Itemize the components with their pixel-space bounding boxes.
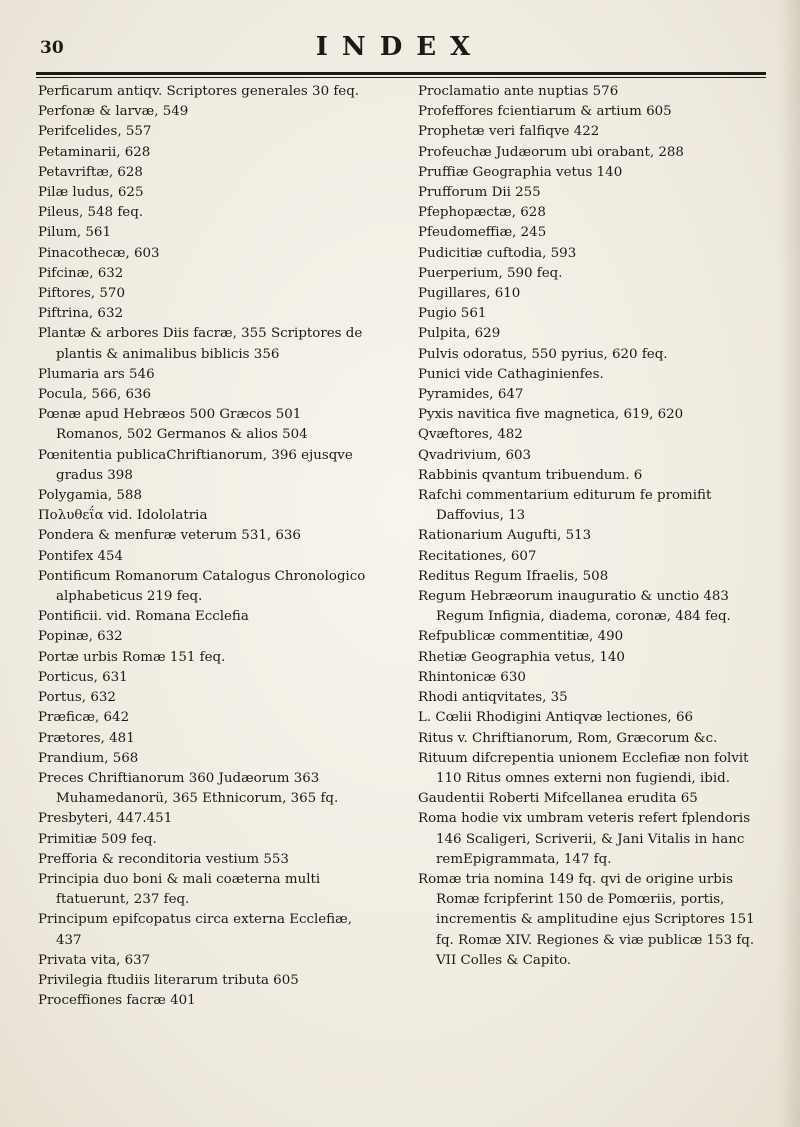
index-entry: Prefforia & reconditoria vestium 553 — [38, 851, 289, 867]
index-entry: Pocula, 566, 636 — [38, 387, 152, 403]
index-entry: Popinæ, 632 — [38, 629, 123, 645]
index-entry: Pinacothecæ, 603 — [38, 245, 160, 261]
index-entry: Roma hodie vix umbram veteris refert fplendoris 146 Scaligeri, Scriverii, & Jani Vitalis in hanc remEpigrammata, 147 fq. — [418, 811, 751, 867]
index-entry: Pontifex 454 — [38, 548, 124, 564]
index-entry: Pruffiæ Geographia vetus 140 — [418, 164, 623, 180]
index-entry: Prandium, 568 — [38, 750, 139, 766]
index-entry: Proclamatio ante nuptias 576 — [418, 84, 619, 99]
index-entry: Præficæ, 642 — [38, 710, 130, 726]
index-entry: Plantæ & arbores Diis facræ, 355 Scriptores de plantis & animalibus biblicis 356 — [38, 326, 363, 362]
header-rule-thin — [36, 77, 766, 78]
index-entry: Petavriftæ, 628 — [38, 164, 143, 180]
index-entry: Pœnitentia publicaChriftianorum, 396 ejusqve gradus 398 — [38, 447, 353, 483]
index-entry: Rationarium Augufti, 513 — [418, 528, 592, 544]
index-entry: Refpublicæ commentitiæ, 490 — [418, 629, 624, 645]
index-entry: Rhodi antiqvitates, 35 — [418, 690, 568, 706]
index-entry: Πολυθεΐα vid. Idololatria — [38, 508, 208, 524]
index-entry: Rabbinis qvantum tribuendum. 6 — [418, 467, 643, 483]
index-entry: Polygamia, 588 — [38, 488, 142, 504]
index-entry: Proceffiones facræ 401 — [38, 993, 196, 1009]
index-entry: Petaminarii, 628 — [38, 144, 151, 160]
index-entry: Profeuchæ Judæorum ubi orabant, 288 — [418, 144, 684, 160]
page-header — [30, 32, 770, 72]
index-entry: Pyramides, 647 — [418, 387, 524, 403]
index-entry: Preces Chriftianorum 360 Judæorum 363 Muhamedanorü, 365 Ethnicorum, 365 fq. — [38, 770, 339, 807]
index-entry: Pugillares, 610 — [418, 286, 521, 302]
index-entry: Rafchi commentarium editurum fe promifit Daffovius, 13 — [418, 488, 712, 524]
index-entry: Pugio 561 — [418, 306, 487, 322]
index-entry: Portus, 632 — [38, 690, 116, 706]
index-entry: Gaudentii Roberti Mifcellanea erudita 65 — [418, 791, 698, 807]
index-entry: Perifcelides, 557 — [38, 124, 152, 140]
index-entry: Pulvis odoratus, 550 pyrius, 620 feq. — [418, 346, 668, 362]
index-entry: Prophetæ veri falfiqve 422 — [418, 124, 600, 140]
index-entry: Piftrina, 632 — [38, 306, 123, 322]
index-entry: Pœnæ apud Hebræos 500 Græcos 501 Romanos, 502 Germanos & alios 504 — [38, 407, 308, 443]
header-rule — [36, 72, 766, 75]
index-entry: Regum Hebræorum inauguratio & unctio 483 Regum Infignia, diadema, coronæ, 484 feq. — [418, 589, 731, 625]
index-entry: Prætores, 481 — [38, 730, 135, 746]
index-entry: Pilæ ludus, 625 — [38, 185, 144, 201]
index-entry: Pileus, 548 feq. — [38, 205, 144, 221]
index-entry: Profeffores fcientiarum & artium 605 — [418, 104, 672, 120]
index-entry: L. Cœlii Rhodigini Antiqvæ lectiones, 66 — [418, 710, 693, 726]
index-entry: Pifcinæ, 632 — [38, 265, 124, 281]
index-entry: Pontificum Romanorum Catalogus Chronologico alphabeticus 219 feq. — [38, 568, 366, 605]
index-entry: Presbyteri, 447.451 — [38, 811, 173, 827]
index-entry: Pontificii. vid. Romana Ecclefia — [38, 609, 249, 625]
index-entry: Pyxis navitica five magnetica, 619, 620 — [418, 407, 684, 423]
index-entry: Qvæftores, 482 — [418, 427, 523, 443]
index-entry: Pilum, 561 — [38, 225, 111, 241]
index-entry: Principum epifcopatus circa externa Ecclefiæ, 437 — [38, 912, 352, 948]
index-entry: Primitiæ 509 feq. — [38, 831, 157, 847]
index-entry: Pfephopæctæ, 628 — [418, 205, 546, 221]
index-entry: Privata vita, 637 — [38, 952, 151, 968]
index-entry: Prufforum Dii 255 — [418, 185, 541, 201]
index-entry: Qvadrivium, 603 — [418, 447, 532, 463]
index-entry: Romæ tria nomina 149 fq. qvi de origine urbis Romæ fcripferint 150 de Pomœriis, portis, incrementis & amplitudine ejus Scriptores 151 fq. Romæ XIV. Regiones & viæ publicæ 153 fq. VII Colles & Capito. — [418, 871, 755, 968]
index-entry: Perficarum antiqv. Scriptores generales 30 feq. — [38, 84, 360, 99]
index-entry: Privilegia ftudiis literarum tributa 605 — [38, 972, 299, 988]
index-entry: Portæ urbis Romæ 151 feq. — [38, 649, 226, 665]
index-entry: Perfonæ & larvæ, 549 — [38, 104, 189, 120]
page-number: 30 — [40, 38, 64, 58]
index-entry: Porticus, 631 — [38, 669, 128, 685]
index-entry: Puerperium, 590 feq. — [418, 265, 563, 281]
index-entry: Recitationes, 607 — [418, 548, 537, 564]
index-entry: Principia duo boni & mali coæterna multi ftatuerunt, 237 feq. — [38, 871, 321, 908]
index-entry: Pulpita, 629 — [418, 326, 501, 342]
index-entry: Rituum difcrepentia unionem Ecclefiæ non folvit 110 Ritus omnes externi non fugiendi, ibid. — [418, 750, 749, 786]
index-entry: Pfeudomeffiæ, 245 — [418, 225, 547, 241]
index-entry: Plumaria ars 546 — [38, 366, 155, 382]
index-title: INDEX — [315, 32, 485, 62]
index-entry: Ritus v. Chriftianorum, Rom, Græcorum &c. — [418, 730, 718, 746]
index-entry: Pondera & menfuræ veterum 531, 636 — [38, 528, 301, 544]
index-entry: Rhintonicæ 630 — [418, 669, 526, 685]
index-entry: Reditus Regum Ifraelis, 508 — [418, 568, 609, 584]
index-entry: Piftores, 570 — [38, 286, 125, 302]
right-column — [418, 82, 763, 971]
page-edge-shadow — [778, 0, 800, 1127]
index-entry: Punici vide Cathaginienfes. — [418, 366, 604, 382]
index-entry: Rhetiæ Geographia vetus, 140 — [418, 649, 625, 665]
left-column — [38, 82, 368, 1011]
index-entry: Pudicitiæ cuftodia, 593 — [418, 245, 577, 261]
